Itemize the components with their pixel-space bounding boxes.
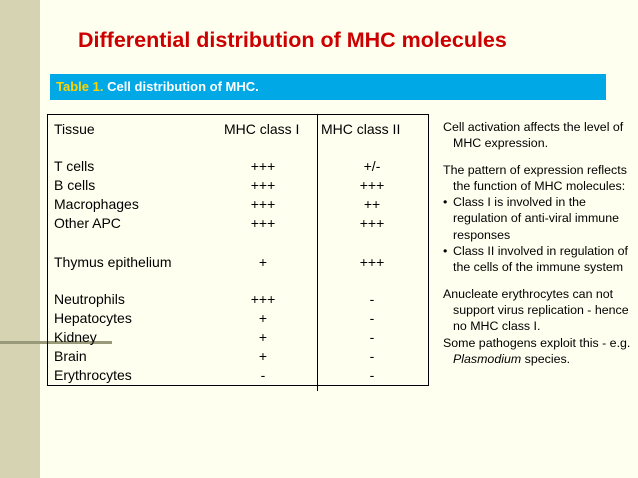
mhc-distribution-table — [47, 114, 429, 386]
table-caption-bar — [50, 74, 606, 100]
row-tissue: T cells — [54, 158, 95, 174]
row-mhc-class-1: + — [258, 348, 268, 364]
side-notes — [443, 119, 635, 367]
header-mhc-class-2: MHC class II — [321, 121, 401, 137]
bullet-class-2 — [443, 243, 635, 276]
bullet-icon: • — [443, 244, 448, 259]
row-mhc-class-2: - — [369, 367, 375, 383]
row-tissue: Hepatocytes — [54, 310, 132, 326]
row-tissue: Other APC — [54, 215, 121, 231]
row-tissue: Macrophages — [54, 196, 139, 212]
row-mhc-class-1: +++ — [250, 291, 276, 307]
note-pathogens — [443, 335, 635, 368]
row-mhc-class-2: - — [369, 310, 375, 326]
row-tissue: Kidney — [54, 329, 97, 345]
row-mhc-class-2: +++ — [359, 254, 385, 270]
caption-label: Table 1. — [56, 79, 104, 94]
row-mhc-class-1: + — [258, 254, 268, 270]
bullet-icon: • — [443, 195, 448, 210]
row-mhc-class-1: +++ — [250, 215, 276, 231]
row-tissue: Erythrocytes — [54, 367, 132, 383]
header-mhc-class-1: MHC class I — [224, 121, 300, 137]
note-pathogens-species: Plasmodium — [453, 351, 522, 366]
row-mhc-class-2: - — [369, 291, 375, 307]
bullet-class-1-text: Class I is involved in the regulation of anti-viral immune responses — [453, 195, 619, 242]
row-mhc-class-2: +/- — [363, 158, 381, 174]
row-mhc-class-2: ++ — [363, 196, 381, 212]
note-pathogens-prefix: Some pathogens exploit this - e.g. — [443, 335, 631, 350]
row-mhc-class-2: +++ — [359, 215, 385, 231]
row-tissue: Thymus epithelium — [54, 254, 172, 270]
bullet-class-2-text: Class II involved in regulation of the cells of the immune system — [453, 244, 628, 275]
note-erythrocytes: Anucleate erythrocytes can not support virus replication - hence no MHC class I. — [443, 286, 629, 334]
caption-text: Cell distribution of MHC. — [107, 79, 259, 94]
row-mhc-class-1: +++ — [250, 177, 276, 193]
row-mhc-class-1: - — [260, 367, 266, 383]
note-activation: Cell activation affects the level of MHC expression. — [443, 120, 624, 151]
row-mhc-class-1: +++ — [250, 158, 276, 174]
header-tissue: Tissue — [54, 121, 95, 137]
note-expression-pattern: The pattern of expression reflects the function of MHC molecules: — [443, 162, 627, 193]
row-mhc-class-2: - — [369, 329, 375, 345]
slide-title: Differential distribution of MHC molecules — [78, 28, 507, 52]
note-pathogens-suffix: species. — [524, 351, 571, 366]
row-tissue: B cells — [54, 177, 96, 193]
row-mhc-class-1: +++ — [250, 196, 276, 212]
left-decorative-band — [0, 0, 40, 478]
row-tissue: Neutrophils — [54, 291, 125, 307]
row-mhc-class-2: +++ — [359, 177, 385, 193]
row-mhc-class-2: - — [369, 348, 375, 364]
row-mhc-class-1: + — [258, 329, 268, 345]
row-mhc-class-1: + — [258, 310, 268, 326]
row-tissue: Brain — [54, 348, 87, 364]
bullet-class-1 — [443, 194, 635, 243]
